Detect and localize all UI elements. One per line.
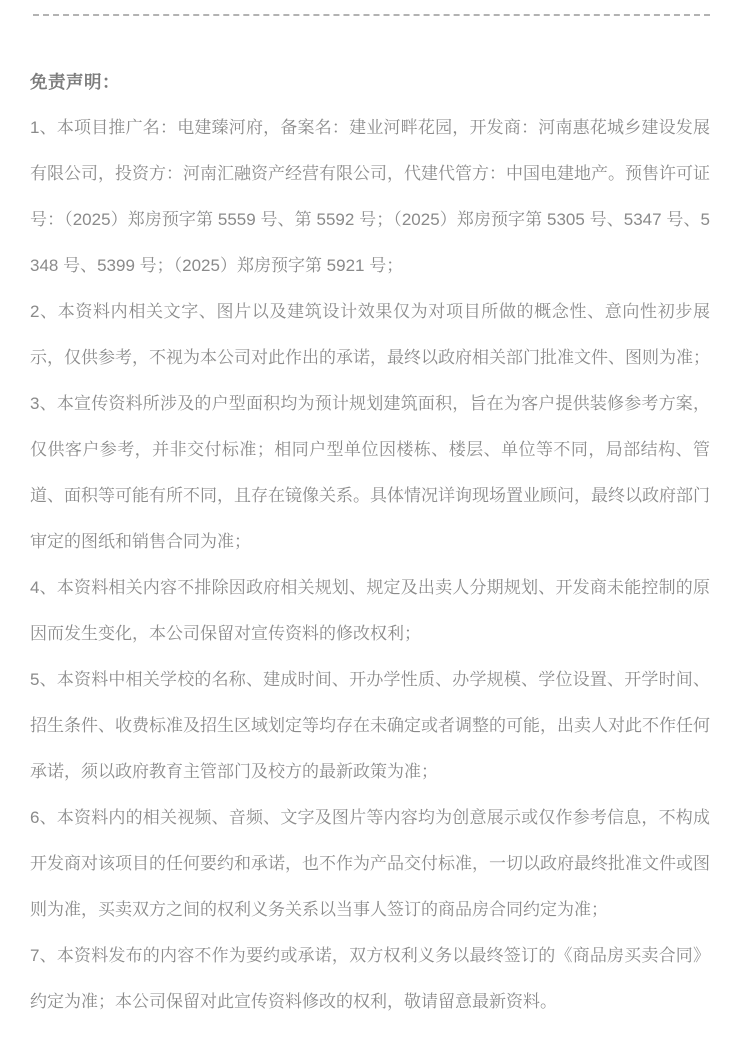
disclaimer-paragraph-7: 7、本资料发布的内容不作为要约或承诺，双方权利义务以最终签订的《商品房买卖合同》约定为准；本公司保留对此宣传资料修改的权利，敬请留意最新资料。 bbox=[30, 946, 710, 1011]
disclaimer-paragraph-4: 4、本资料相关内容不排除因政府相关规划、规定及出卖人分期规划、开发商未能控制的原因而发生变化，本公司保留对宣传资料的修改权利； bbox=[30, 578, 710, 643]
dashed-divider bbox=[33, 14, 710, 16]
disclaimer-content bbox=[30, 105, 710, 1025]
page-title: 免责声明： bbox=[30, 72, 120, 92]
disclaimer-paragraph-6: 6、本资料内的相关视频、音频、文字及图片等内容均为创意展示或仅作参考信息，不构成开发商对该项目的任何要约和承诺，也不作为产品交付标准，一切以政府最终批准文件或图则为准，买卖双方之间的权利义务关系以当事人签订的商品房合同约定为准； bbox=[30, 808, 710, 919]
disclaimer-paragraph-1: 1、本项目推广名：电建臻河府，备案名：建业河畔花园，开发商：河南惠花城乡建设发展有限公司，投资方：河南汇融资产经营有限公司，代建代管方：中国电建地产。预售许可证号：（2025）郑房预字第 5559 号、第 5592 号；（2025）郑房预字第 5305 号、5347 号、5348 号、5399 号；（2025）郑房预字第 5921 号； bbox=[30, 118, 710, 275]
disclaimer-paragraph-5: 5、本资料中相关学校的名称、建成时间、开办学性质、办学规模、学位设置、开学时间、招生条件、收费标准及招生区域划定等均存在未确定或者调整的可能，出卖人对此不作任何承诺，须以政府教育主管部门及校方的最新政策为准； bbox=[30, 670, 710, 781]
disclaimer-paragraph-3: 3、本宣传资料所涉及的户型面积均为预计规划建筑面积，旨在为客户提供装修参考方案，仅供客户参考，并非交付标准；相同户型单位因楼栋、楼层、单位等不同，局部结构、管道、面积等可能有所不同，且存在镜像关系。具体情况详询现场置业顾问，最终以政府部门审定的图纸和销售合同为准； bbox=[30, 394, 710, 551]
disclaimer-page bbox=[0, 14, 740, 1042]
disclaimer-paragraph-2: 2、本资料内相关文字、图片以及建筑设计效果仅为对项目所做的概念性、意向性初步展示，仅供参考，不视为本公司对此作出的承诺，最终以政府相关部门批准文件、图则为准； bbox=[30, 302, 710, 367]
